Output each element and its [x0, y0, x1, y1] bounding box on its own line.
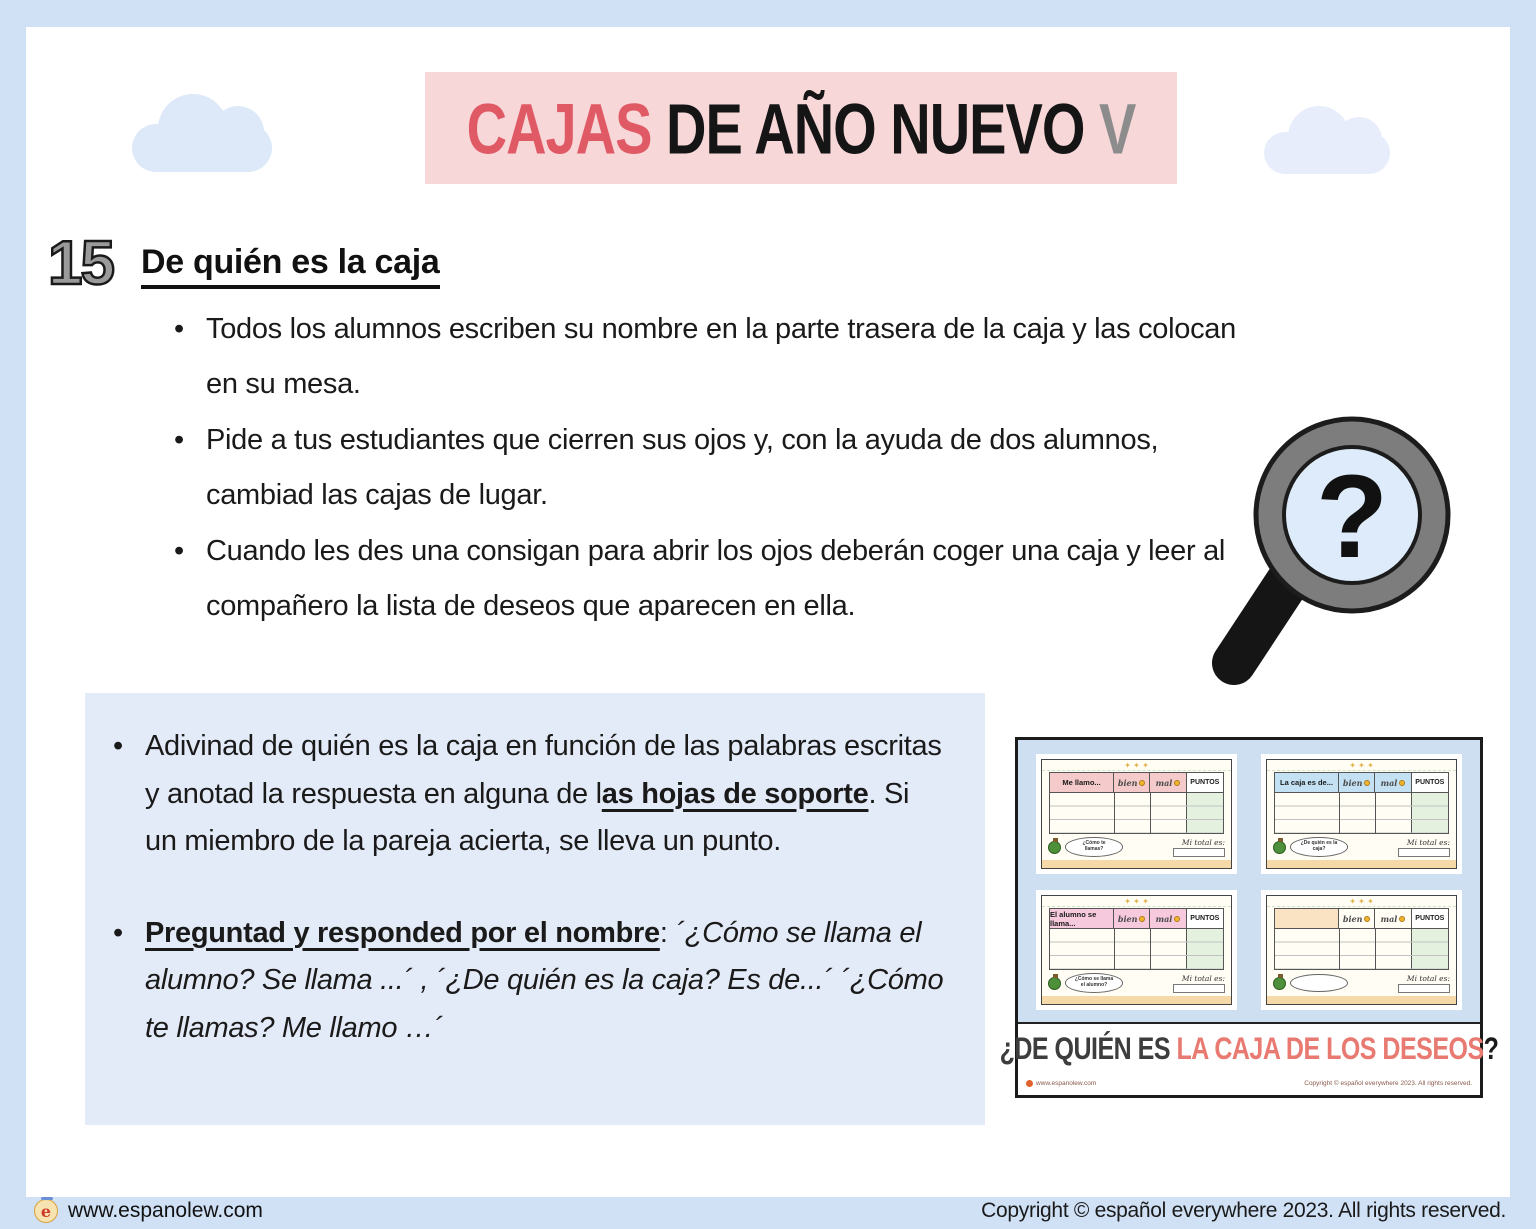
info-example-quotes: ´¿Cómo se llama el alumno? Se llama ...´ , ´¿De quién es la caja? Es de...´ ´¿Cómo te llamas? Me llamo …´	[145, 916, 944, 1044]
mal-label: mal	[1380, 913, 1398, 924]
info-box	[85, 693, 985, 1125]
column-bien	[1114, 909, 1150, 928]
mal-label: mal	[1380, 777, 1398, 788]
ornament-character	[1048, 841, 1061, 854]
bien-label: bien	[1117, 777, 1138, 788]
garland-decoration: ✦ ✦ ✦	[1042, 760, 1231, 771]
total-label: Mi total es:	[1406, 973, 1450, 983]
column-mal	[1150, 909, 1186, 928]
espanolew-logo-icon: e	[34, 1199, 58, 1223]
page-title	[467, 86, 1136, 169]
cloud-icon	[132, 124, 272, 172]
column-puntos: PUNTOS	[1412, 773, 1448, 792]
column-mal	[1375, 909, 1411, 928]
worksheet-header-label: Me llamo...	[1050, 773, 1114, 792]
column-mal	[1150, 773, 1186, 792]
list-item	[170, 413, 1255, 523]
thumb-footer-site: www.espanolew.com	[1036, 1080, 1097, 1087]
title-word-middle: DE AÑO NUEVO	[651, 87, 1099, 169]
bulb-icon	[1364, 916, 1370, 922]
bulb-icon	[1174, 916, 1180, 922]
bien-label: bien	[1342, 777, 1363, 788]
worksheet-header-label: El alumno se llama...	[1050, 909, 1114, 928]
worksheet-card	[1036, 754, 1237, 874]
sand-strip	[1267, 860, 1456, 868]
total-box	[1173, 848, 1225, 857]
ornament-character	[1048, 977, 1061, 990]
score-table	[1049, 908, 1224, 970]
info-text-end: . Si un miembro de la pareja acierta, se lleva un punto.	[145, 777, 910, 857]
bulb-icon	[1399, 780, 1405, 786]
column-bien	[1339, 773, 1375, 792]
column-bien	[1114, 773, 1150, 792]
instruction-text: Pide a tus estudiantes que cierren sus ojos y, con la ayuda de dos alumnos, cambiad las cajas de lugar.	[206, 424, 1159, 511]
info-list	[85, 693, 985, 1052]
bulb-icon	[1364, 780, 1370, 786]
list-item	[170, 302, 1255, 412]
thumb-title-red: LA CAJA DE LOS DESEOS	[1176, 1031, 1484, 1067]
instruction-text: Cuando les des una consigan para abrir los ojos deberán coger una caja y leer al compañero la lista de deseos que aparecen en ella.	[206, 535, 1226, 622]
column-puntos: PUNTOS	[1187, 909, 1223, 928]
footer-website[interactable]: www.espanolew.com	[68, 1199, 263, 1222]
speech-bubble	[1290, 974, 1348, 992]
thumb-footer-copyright: Copyright © español everywhere 2023. All rights reserved.	[1304, 1080, 1472, 1087]
title-word-cajas: CAJAS	[466, 87, 652, 169]
worksheet-card	[1036, 890, 1237, 1010]
score-table	[1274, 772, 1449, 834]
mal-label: mal	[1155, 777, 1173, 788]
sand-strip	[1042, 860, 1231, 868]
ornament-character	[1273, 977, 1286, 990]
table-rows	[1275, 929, 1448, 969]
thumbnail-footer	[1018, 1075, 1480, 1095]
worksheet-header-label: La caja es de...	[1275, 773, 1339, 792]
list-item	[107, 910, 945, 1053]
thumbnail-title	[1000, 1031, 1499, 1067]
sand-strip	[1267, 996, 1456, 1004]
svg-text:?: ?	[1315, 451, 1389, 583]
worksheet-card	[1261, 890, 1462, 1010]
speech-bubble: ¿Cómo te llamas?	[1065, 837, 1123, 857]
bien-label: bien	[1117, 913, 1138, 924]
column-mal	[1375, 773, 1411, 792]
bulb-icon	[1139, 916, 1145, 922]
thumbnail-title-strip	[999, 1022, 1499, 1075]
garland-decoration: ✦ ✦ ✦	[1267, 760, 1456, 771]
total-box	[1173, 984, 1225, 993]
thumb-title-dark: ¿DE QUIÉN ES	[999, 1031, 1177, 1067]
title-word-v: V	[1099, 87, 1136, 169]
total-label: Mi total es:	[1406, 837, 1450, 847]
cloud-icon	[1264, 132, 1390, 174]
table-rows	[1050, 929, 1223, 969]
section-number: 15	[48, 229, 113, 298]
info-bold-lead: Preguntad y responded por el nombre	[145, 916, 660, 949]
worksheet-preview-image	[999, 737, 1499, 1098]
section-heading: De quién es la caja	[141, 243, 440, 289]
score-table	[1274, 908, 1449, 970]
column-puntos: PUNTOS	[1412, 909, 1448, 928]
instruction-text: Todos los alumnos escriben su nombre en la parte trasera de la caja y las colocan en su mesa.	[206, 313, 1236, 400]
title-banner	[425, 72, 1177, 184]
mal-label: mal	[1155, 913, 1173, 924]
speech-bubble: ¿Cómo se llama el alumno?	[1065, 973, 1123, 993]
bulb-icon	[1174, 780, 1180, 786]
column-bien	[1339, 909, 1375, 928]
total-box	[1398, 848, 1450, 857]
info-text-start: Adivinad de quién es la caja en función de las palabras escritas y anotad la respuesta en alguna de l	[145, 730, 942, 810]
column-puntos: PUNTOS	[1187, 773, 1223, 792]
garland-decoration: ✦ ✦ ✦	[1042, 896, 1231, 907]
list-item	[107, 723, 945, 866]
speech-bubble: ¿De quién es la caja?	[1290, 837, 1348, 857]
ornament-character	[1273, 841, 1286, 854]
worksheet-grid	[1018, 740, 1480, 1022]
bien-label: bien	[1342, 913, 1363, 924]
table-rows	[1050, 793, 1223, 833]
worksheet-card	[1261, 754, 1462, 874]
worksheet-header-label	[1275, 909, 1339, 928]
garland-decoration: ✦ ✦ ✦	[1267, 896, 1456, 907]
instruction-list	[170, 302, 1255, 635]
sand-strip	[1042, 996, 1231, 1004]
info-separator: :	[659, 916, 676, 949]
page-footer	[0, 1197, 1536, 1229]
table-rows	[1275, 793, 1448, 833]
score-table	[1049, 772, 1224, 834]
bulb-icon	[1139, 780, 1145, 786]
bulb-icon	[1399, 916, 1405, 922]
total-label: Mi total es:	[1181, 973, 1225, 983]
section-header	[48, 229, 440, 298]
total-label: Mi total es:	[1181, 837, 1225, 847]
magnifying-glass-icon	[1200, 405, 1470, 695]
espanolew-logo-icon	[1026, 1080, 1033, 1087]
total-box	[1398, 984, 1450, 993]
support-sheets-link: as hojas de soporte	[601, 777, 869, 810]
list-item	[170, 524, 1255, 634]
footer-copyright: Copyright © español everywhere 2023. All rights reserved.	[981, 1199, 1506, 1222]
thumb-title-question: ?	[1483, 1031, 1499, 1067]
